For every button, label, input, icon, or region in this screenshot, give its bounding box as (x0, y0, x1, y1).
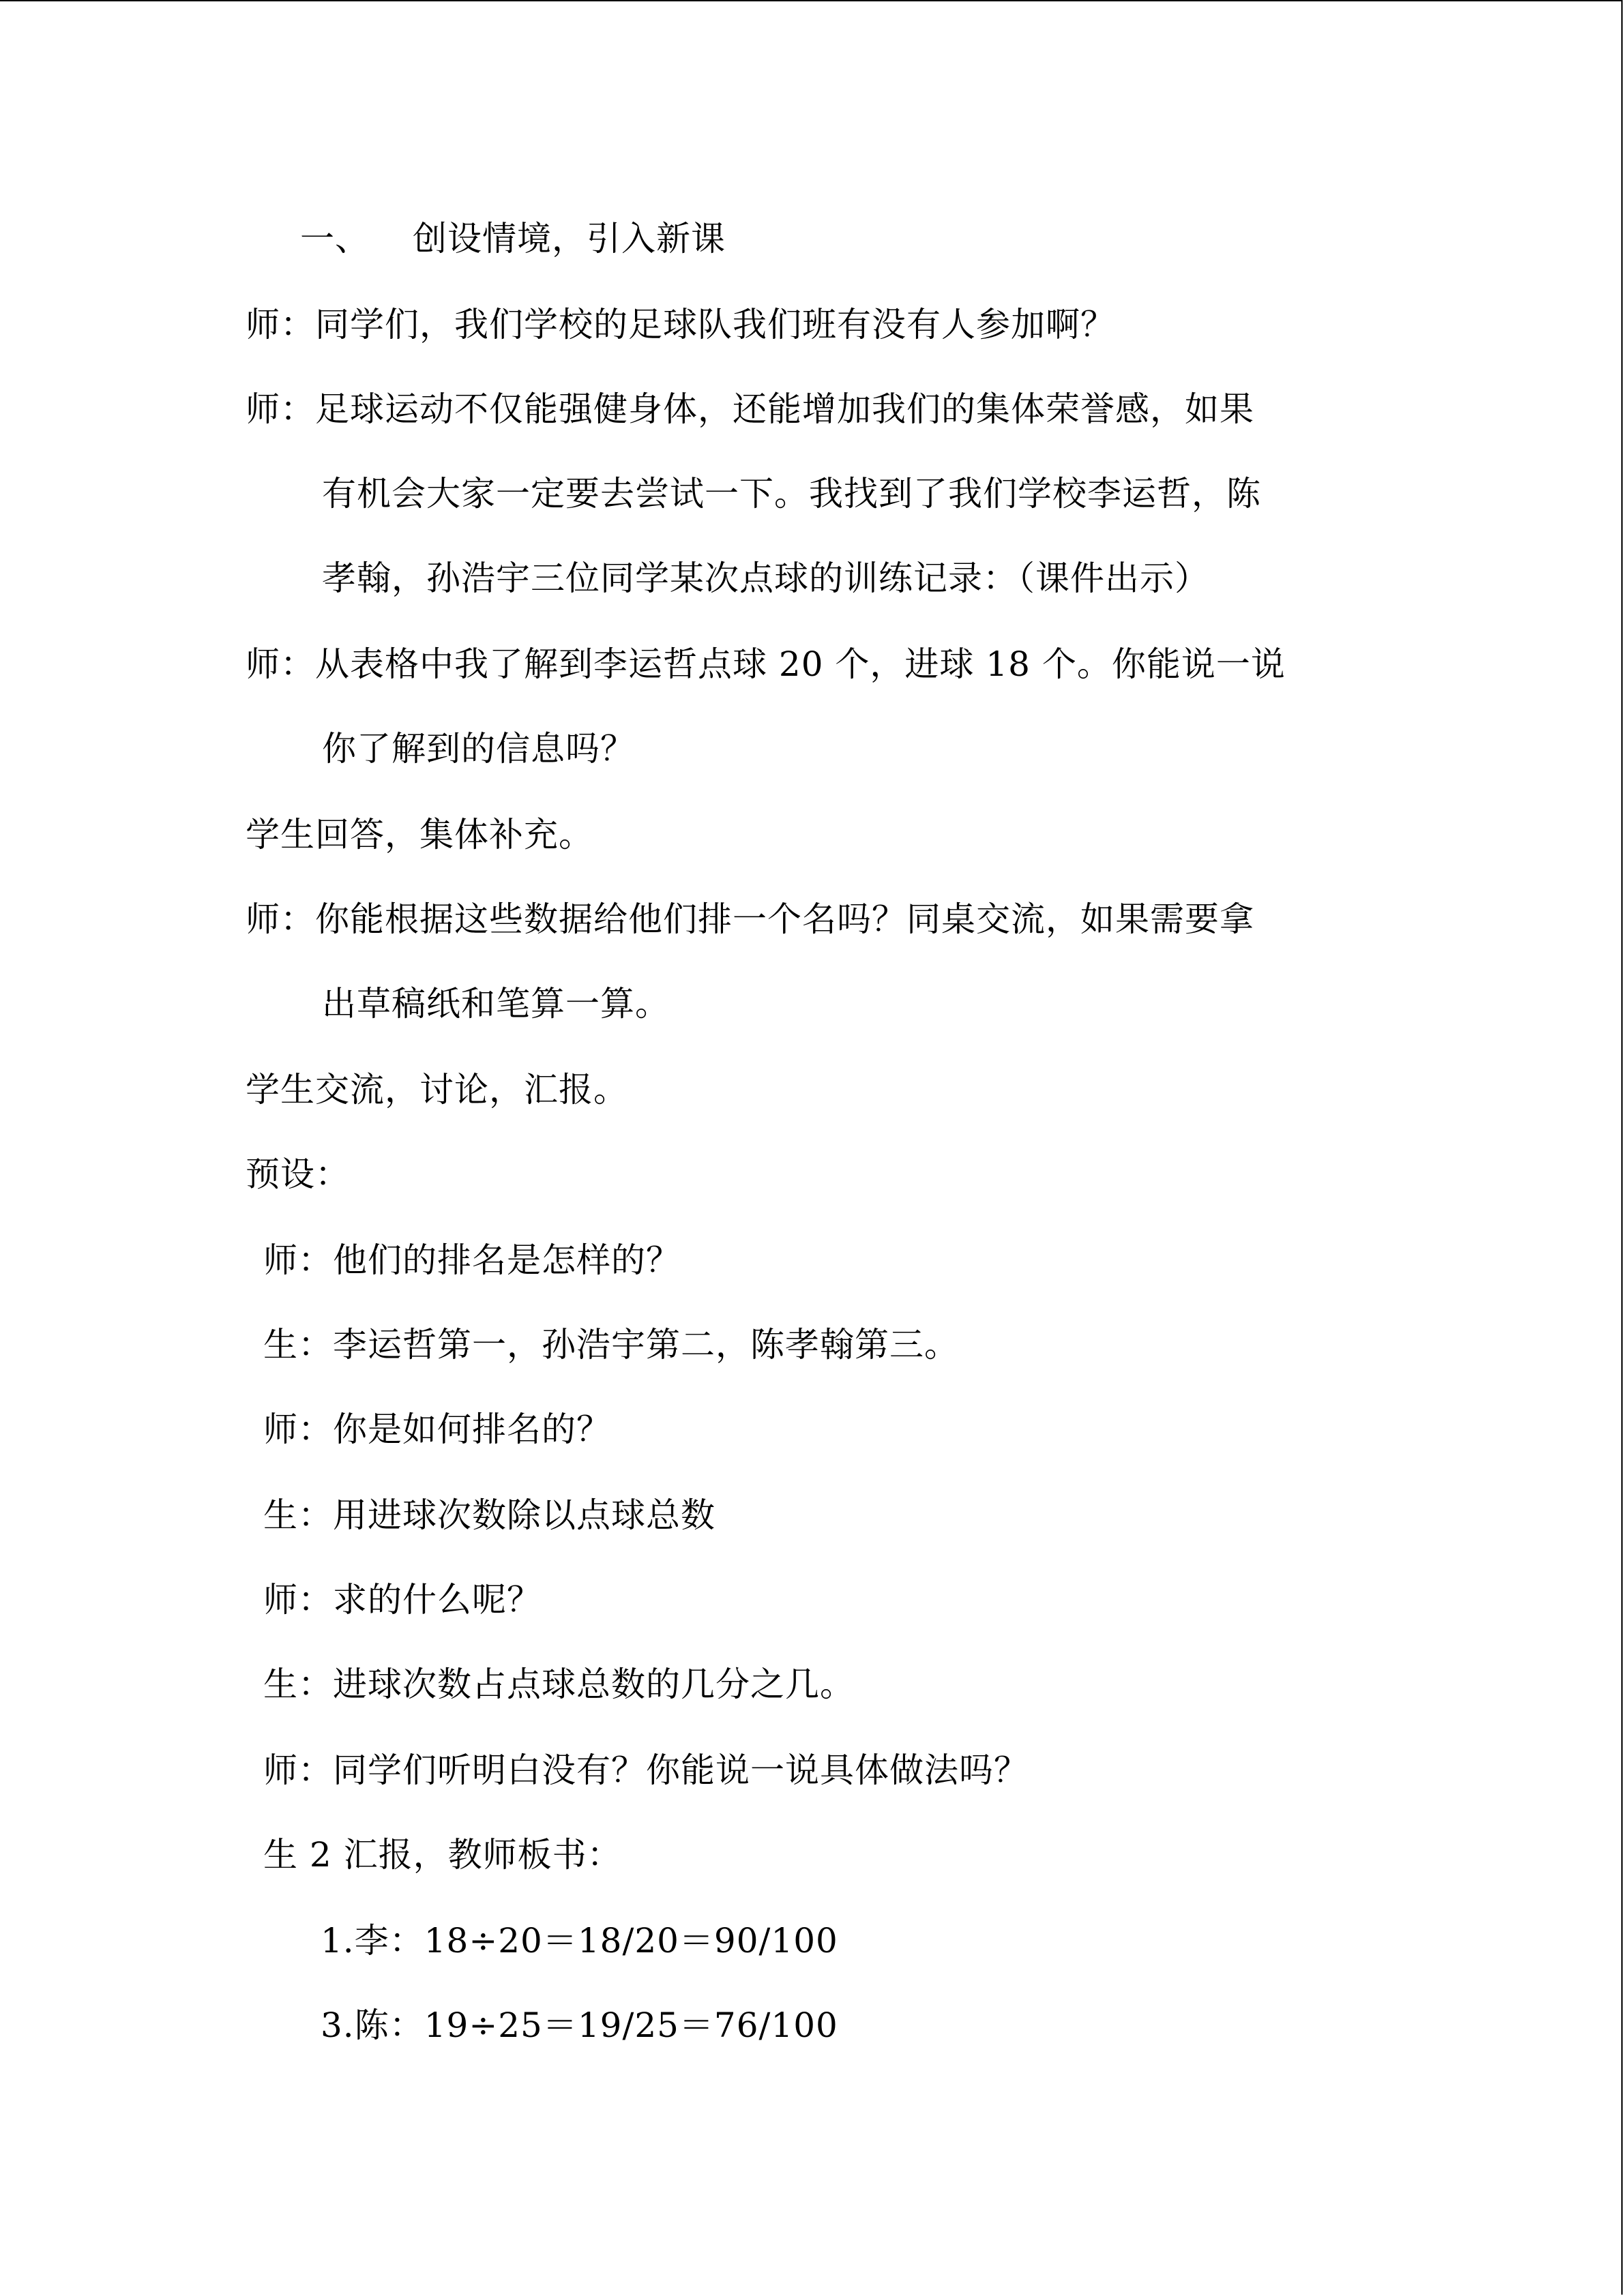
paragraph-line: 师：足球运动不仅能强健身体，还能增加我们的集体荣誉感，如果 (246, 389, 1254, 429)
board-writing-line: 1.李：18÷20＝18/20＝90/100 (321, 1921, 838, 1960)
paragraph-line: 孝翰，孙浩宇三位同学某次点球的训练记录：（课件出示） (322, 558, 1209, 598)
section-heading (300, 218, 726, 259)
paragraph-line: 生：用进球次数除以点球总数 (263, 1495, 715, 1535)
paragraph-line: 师：你能根据这些数据给他们排一个名吗？同桌交流，如果需要拿 (246, 899, 1254, 939)
board-writing-line: 3.陈：19÷25＝19/25＝76/100 (321, 2006, 838, 2045)
paragraph-line: 预设： (246, 1154, 350, 1194)
paragraph-line: 学生交流，讨论，汇报。 (246, 1070, 628, 1109)
paragraph-line: 师：同学们听明白没有？你能说一说具体做法吗？ (263, 1750, 1029, 1790)
paragraph-line: 学生回答，集体补充。 (246, 815, 593, 854)
paragraph-line: 师：从表格中我了解到李运哲点球 20 个，进球 18 个。你能说一说 (246, 644, 1286, 684)
paragraph-line: 生 2 汇报，教师板书： (263, 1835, 622, 1875)
paragraph-line: 师：他们的排名是怎样的？ (263, 1240, 681, 1280)
paragraph-line: 师：求的什么呢？ (263, 1580, 542, 1620)
paragraph-line: 有机会大家一定要去尝试一下。我找到了我们学校李运哲，陈 (322, 474, 1261, 513)
paragraph-line: 出草稿纸和笔算一算。 (322, 984, 670, 1024)
section-number: 一、 (300, 219, 370, 258)
paragraph-line: 师：同学们，我们学校的足球队我们班有没有人参加啊？ (246, 305, 1115, 344)
paragraph-line: 生：进球次数占点球总数的几分之几。 (263, 1665, 855, 1704)
paragraph-line: 师：你是如何排名的？ (263, 1410, 611, 1449)
section-title: 创设情境，引入新课 (413, 219, 726, 258)
paragraph-line: 你了解到的信息吗？ (322, 729, 635, 769)
paragraph-line: 生：李运哲第一，孙浩宇第二，陈孝翰第三。 (263, 1325, 959, 1365)
